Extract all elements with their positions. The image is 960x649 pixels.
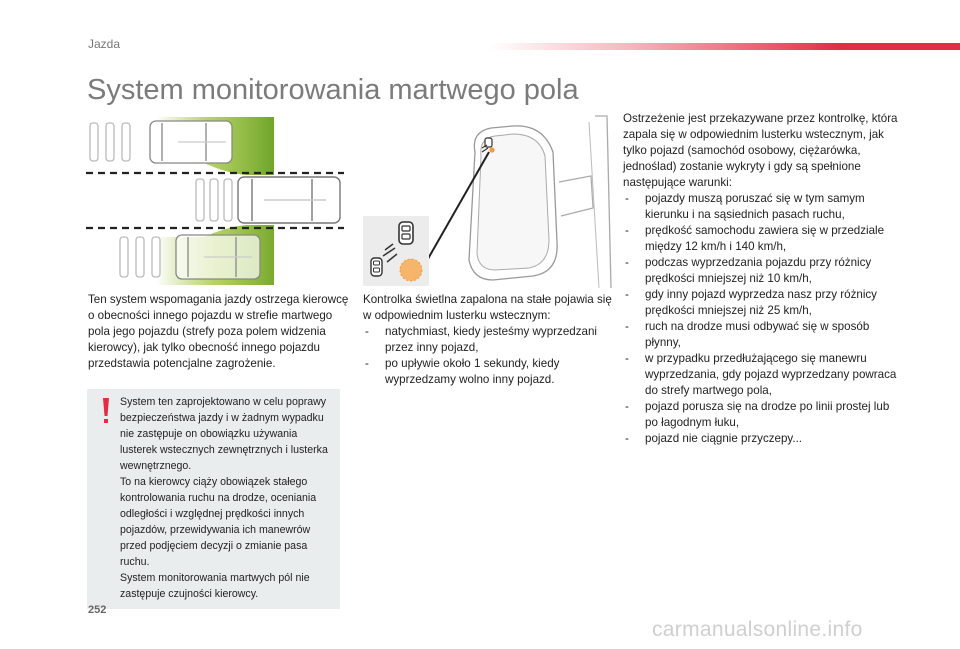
warning-text	[120, 394, 332, 602]
warning-line: System ten zaprojektowano w celu poprawy bezpieczeństwa jazdy i w żadnym wypadku nie zastępuje on obowiązku używania lusterek wstecznych zewnętrznych i lusterka wewnętrznego.	[120, 396, 328, 472]
warning-box	[87, 389, 340, 609]
intro-paragraph: Ten system wspomagania jazdy ostrzega kierowcę o obecności innego pojazdu w strefie martwego pola jego pojazdu (strefy poza polem widzenia kierowcy), jak tylko obecność innego pojazdu przedstawia potencjalne zagrożenie.	[88, 293, 349, 370]
conditions-intro: Ostrzeżenie jest przekazywane przez kontrolkę, która zapala się w odpowiednim lusterku wstecznym, jak tylko pojazd (samochód osobowy, ciężarówka, jednoślad) zostanie wykryty i gdy są spełnione następujące warunki:	[623, 112, 898, 189]
section-label: Jazda	[88, 37, 121, 51]
warning-line: System monitorowania martwych pól nie zastępuje czujności kierowcy.	[120, 572, 310, 600]
indicator-intro: Kontrolka świetlna zapalona na stałe pojawia się w odpowiednim lusterku wstecznym:	[363, 293, 612, 322]
list-item: - pojazd porusza się na drodze po linii prostej lub po łagodnym łuku,	[623, 399, 903, 431]
list-item: - prędkość samochodu zawiera się w przedziale między 12 km/h i 140 km/h,	[623, 223, 903, 255]
list-item: - gdy inny pojazd wyprzedza nasz przy różnicy prędkości mniejszej niż 25 km/h,	[623, 287, 903, 319]
indicator-description	[363, 292, 613, 388]
list-item: - natychmiast, kiedy jesteśmy wyprzedzani przez inny pojazd,	[363, 324, 613, 356]
watermark: carmanualsonline.info	[652, 618, 863, 641]
exclamation-icon	[99, 396, 113, 426]
cars-blind-spot-icon	[86, 113, 348, 289]
conditions-description	[623, 111, 903, 447]
list-item: - podczas wyprzedzania pojazdu przy różnicy prędkości mniejszej niż 10 km/h,	[623, 255, 903, 287]
list-item: - po upływie około 1 sekundy, kiedy wyprzedzamy wolno inny pojazd.	[363, 356, 613, 388]
conditions-list	[623, 191, 903, 447]
page-number: 252	[88, 604, 107, 616]
list-item: - pojazdy muszą poruszać się w tym samym kierunku i na sąsiednich pasach ruchu,	[623, 191, 903, 223]
warning-line: To na kierowcy ciąży obowiązek stałego kontrolowania ruchu na drodze, oceniania odległości i względnej prędkości innych pojazdów, przewidywania ich manewrów przed podjęciem decyzji o zmianie pasa ruchu.	[120, 476, 317, 568]
page-title: System monitorowania martwego pola	[87, 74, 579, 106]
list-item: - ruch na drodze musi odbywać się w sposób płynny,	[623, 319, 903, 351]
mirror-warning-light-icon	[363, 112, 615, 288]
header-accent-bar	[490, 43, 960, 50]
list-item: - pojazd nie ciągnie przyczepy...	[623, 431, 903, 447]
indicator-list	[363, 324, 613, 388]
list-item: - w przypadku przedłużającego się manewru wyprzedzania, gdy pojazd wyprzedzany powraca do strefy martwego pola,	[623, 351, 903, 399]
